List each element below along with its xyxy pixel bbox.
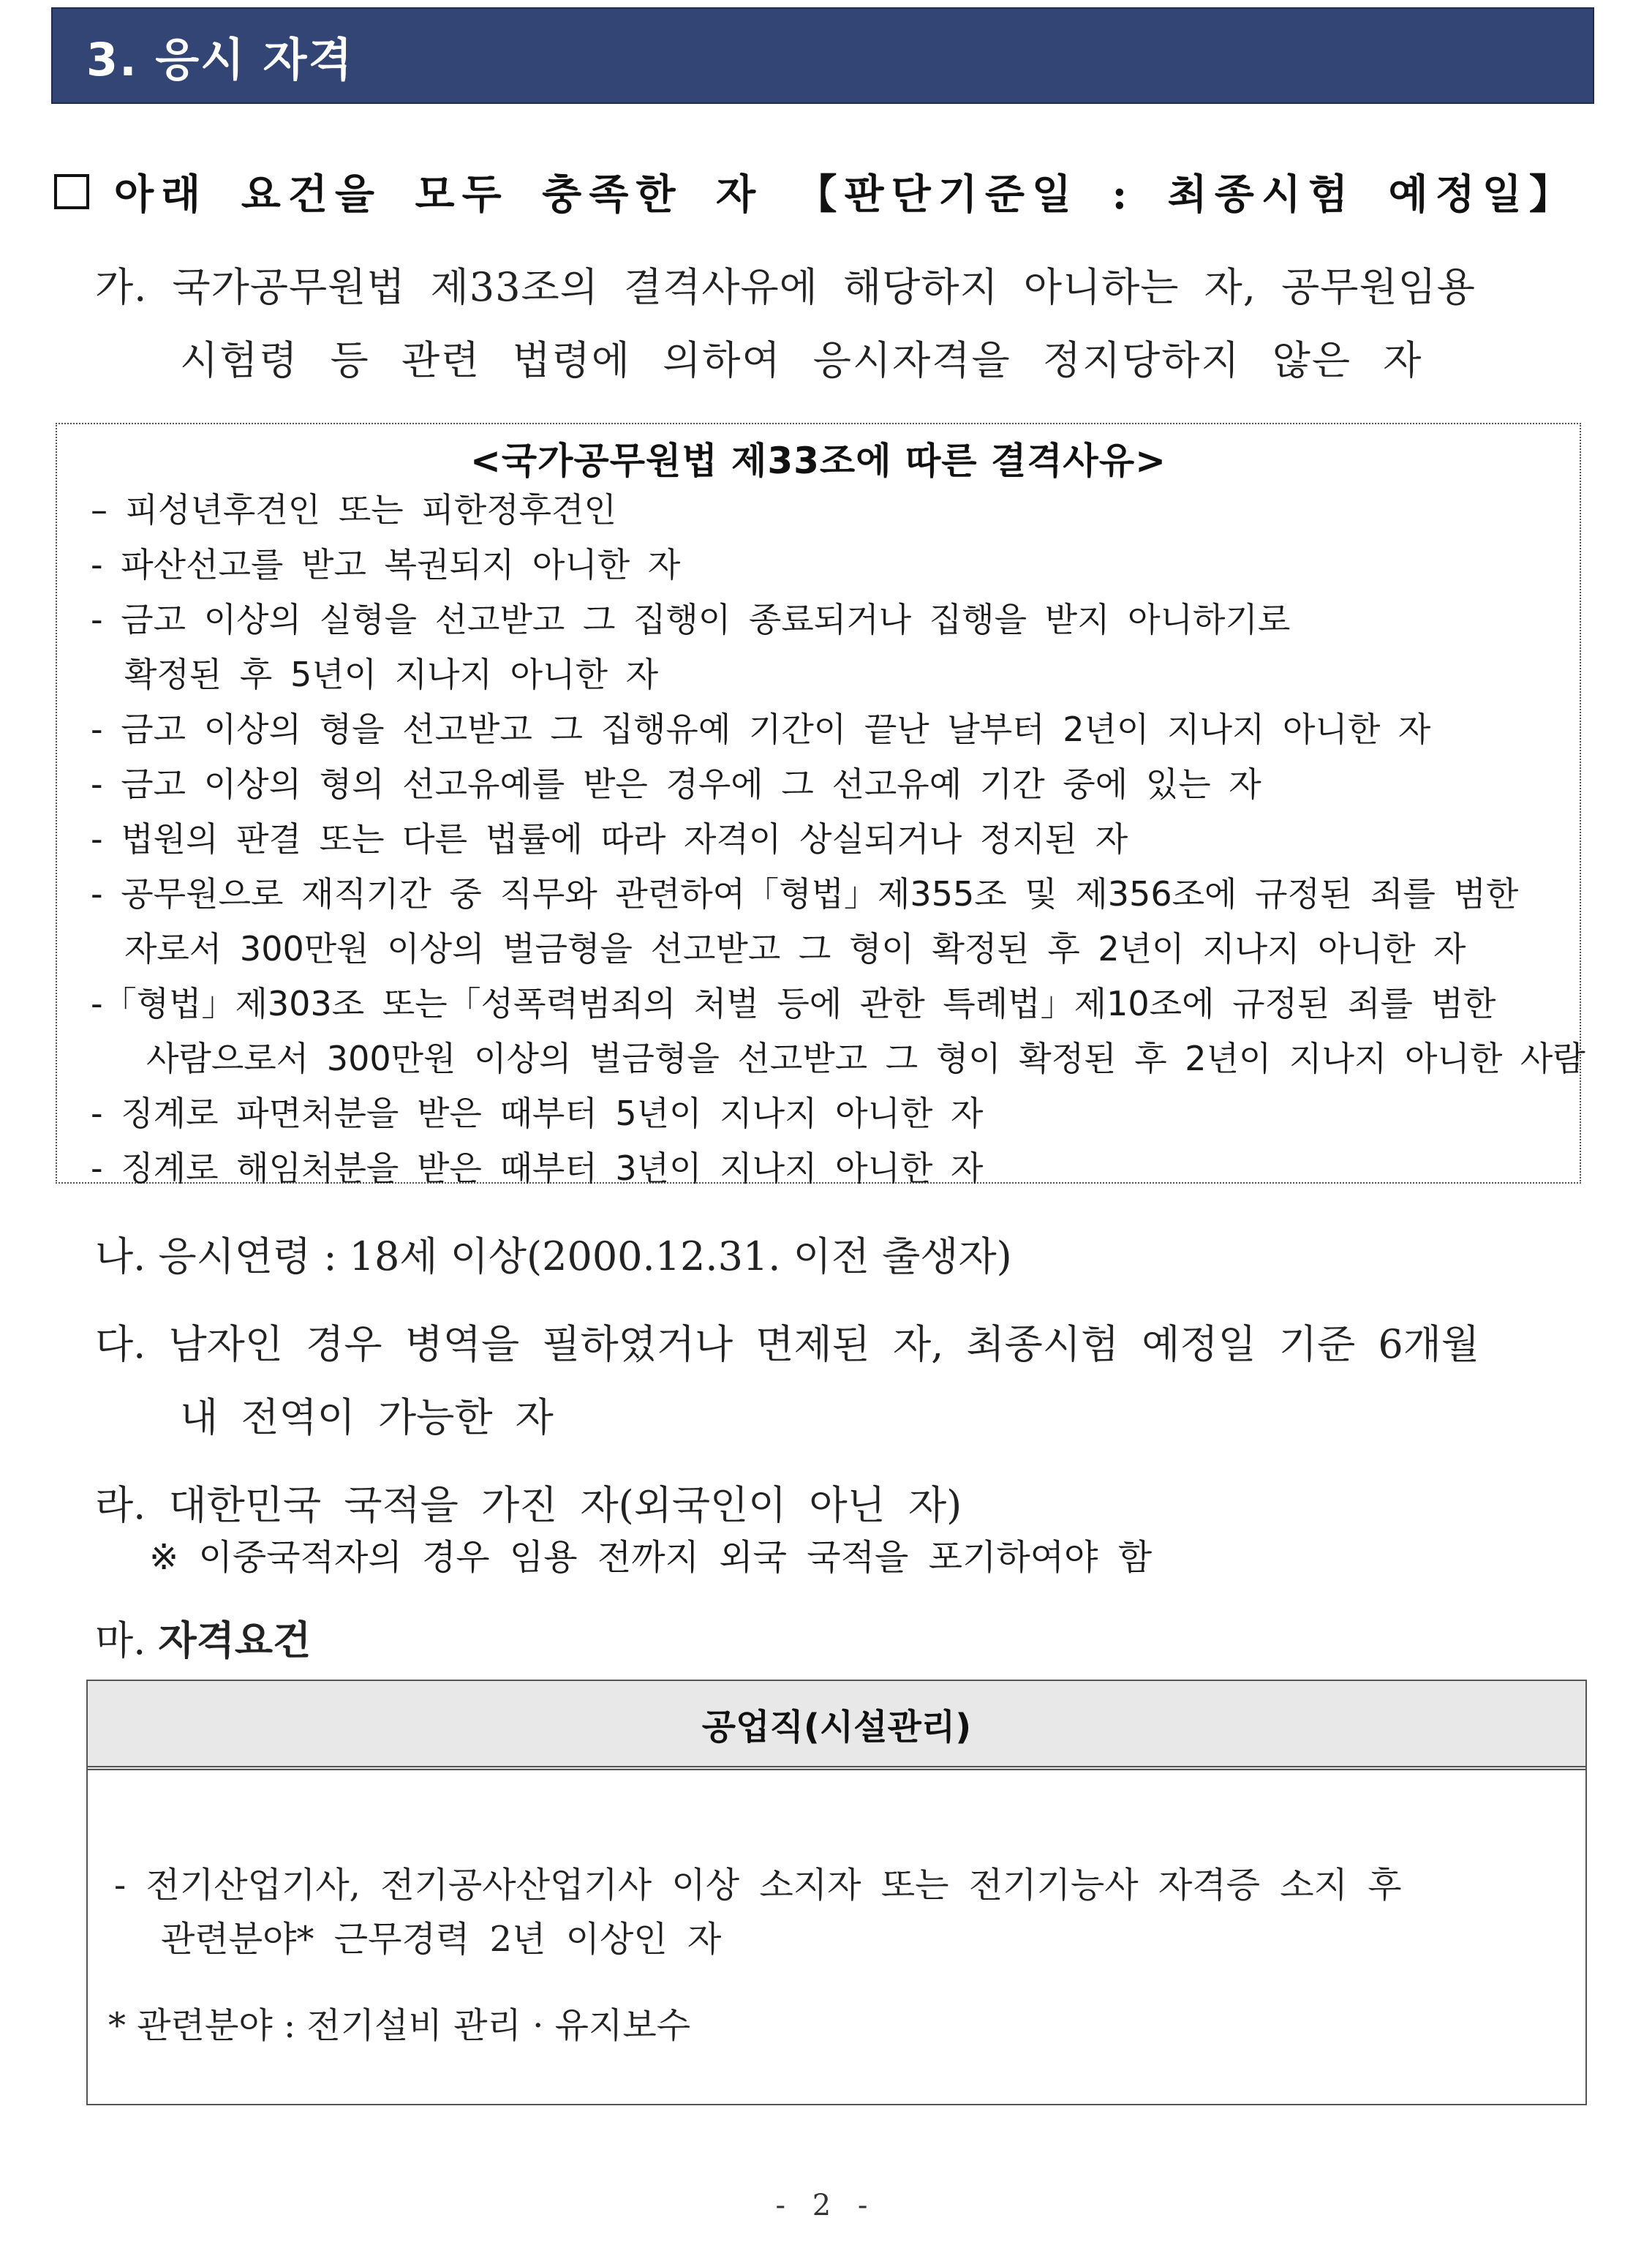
item-ga-line1: 가. 국가공무원법 제33조의 결격사유에 해당하지 아니하는 자, 공무원임용	[95, 264, 1476, 310]
condition-text: 아래 요건을 모두 충족한 자 【판단기준일 : 최종시험 예정일】	[114, 170, 1577, 219]
qualification-footnote: * 관련분야 : 전기설비 관리 · 유지보수	[108, 2005, 691, 2046]
list-item-continuation: 사람으로서 300만원 이상의 벌금형을 선고받고 그 형이 확정된 후 2년이 지나지 아니한 사람	[146, 1039, 1585, 1078]
checkbox-icon	[54, 174, 89, 209]
item-ra: 라. 대한민국 국적을 가진 자(외국인이 아닌 자)	[95, 1482, 962, 1528]
list-item: - 금고 이상의 형을 선고받고 그 집행유예 기간이 끝난 날부터 2년이 지나지 아니한 자	[91, 710, 1431, 749]
condition-heading	[54, 162, 1577, 221]
item-da-line2: 내 전역이 가능한 자	[180, 1394, 554, 1440]
qualification-table-header: 공업직(시설관리)	[88, 1681, 1585, 1770]
list-item: – 피성년후견인 또는 피한정후견인	[91, 490, 616, 530]
list-item: - 금고 이상의 실형을 선고받고 그 집행이 종료되거나 집행을 받지 아니하기로	[91, 600, 1291, 639]
page-number: - 2 -	[775, 2189, 877, 2222]
item-ma-prefix: 마.	[95, 1617, 159, 1663]
qualification-line-continuation: 관련분야* 근무경력 2년 이상인 자	[161, 1919, 722, 1960]
item-ma-title: 자격요건	[158, 1617, 312, 1663]
qualification-table	[86, 1680, 1587, 2105]
list-item: - 금고 이상의 형의 선고유예를 받은 경우에 그 선고유예 기간 중에 있는 자	[91, 764, 1261, 804]
list-item-continuation: 확정된 후 5년이 지나지 아니한 자	[124, 655, 659, 694]
list-item-continuation: 자로서 300만원 이상의 벌금형을 선고받고 그 형이 확정된 후 2년이 지나지 아니한 자	[124, 929, 1466, 969]
list-item: -「형법」제303조 또는「성폭력범죄의 처벌 등에 관한 특례법」제10조에 규정된 죄를 범한	[91, 984, 1496, 1023]
list-item: - 공무원으로 재직기간 중 직무와 관련하여「형법」제355조 및 제356조에 규정된 죄를 범한	[91, 874, 1519, 914]
disqualification-title: <국가공무원법 제33조에 따른 결격사유>	[469, 440, 1167, 482]
item-na: 나. 응시연령 : 18세 이상(2000.12.31. 이전 출생자)	[95, 1233, 1012, 1279]
disqualification-list	[91, 483, 1585, 1196]
qualification-line: - 전기산업기사, 전기공사산업기사 이상 소지자 또는 전기기능사 자격증 소지 후	[114, 1865, 1402, 1906]
item-ga-line2: 시험령 등 관련 법령에 의하여 응시자격을 정지당하지 않은 자	[180, 337, 1423, 383]
list-item: - 파산선고를 받고 복권되지 아니한 자	[91, 545, 681, 584]
disqualification-box	[56, 423, 1585, 1188]
item-ra-note: ※ 이중국적자의 경우 임용 전까지 외국 국적을 포기하여야 함	[149, 1537, 1153, 1578]
section-header	[51, 7, 1594, 104]
list-item: - 징계로 파면처분을 받은 때부터 5년이 지나지 아니한 자	[91, 1094, 984, 1133]
list-item: - 징계로 해임처분을 받은 때부터 3년이 지나지 아니한 자	[91, 1148, 984, 1188]
section-title: 3. 응시 자격	[86, 32, 354, 86]
list-item: - 법원의 판결 또는 다른 법률에 따라 자격이 상실되거나 정지된 자	[91, 819, 1128, 859]
item-da-line1: 다. 남자인 경우 병역을 필하였거나 면제된 자, 최종시험 예정일 기준 6개월	[95, 1321, 1480, 1367]
item-ma	[95, 1609, 311, 1666]
